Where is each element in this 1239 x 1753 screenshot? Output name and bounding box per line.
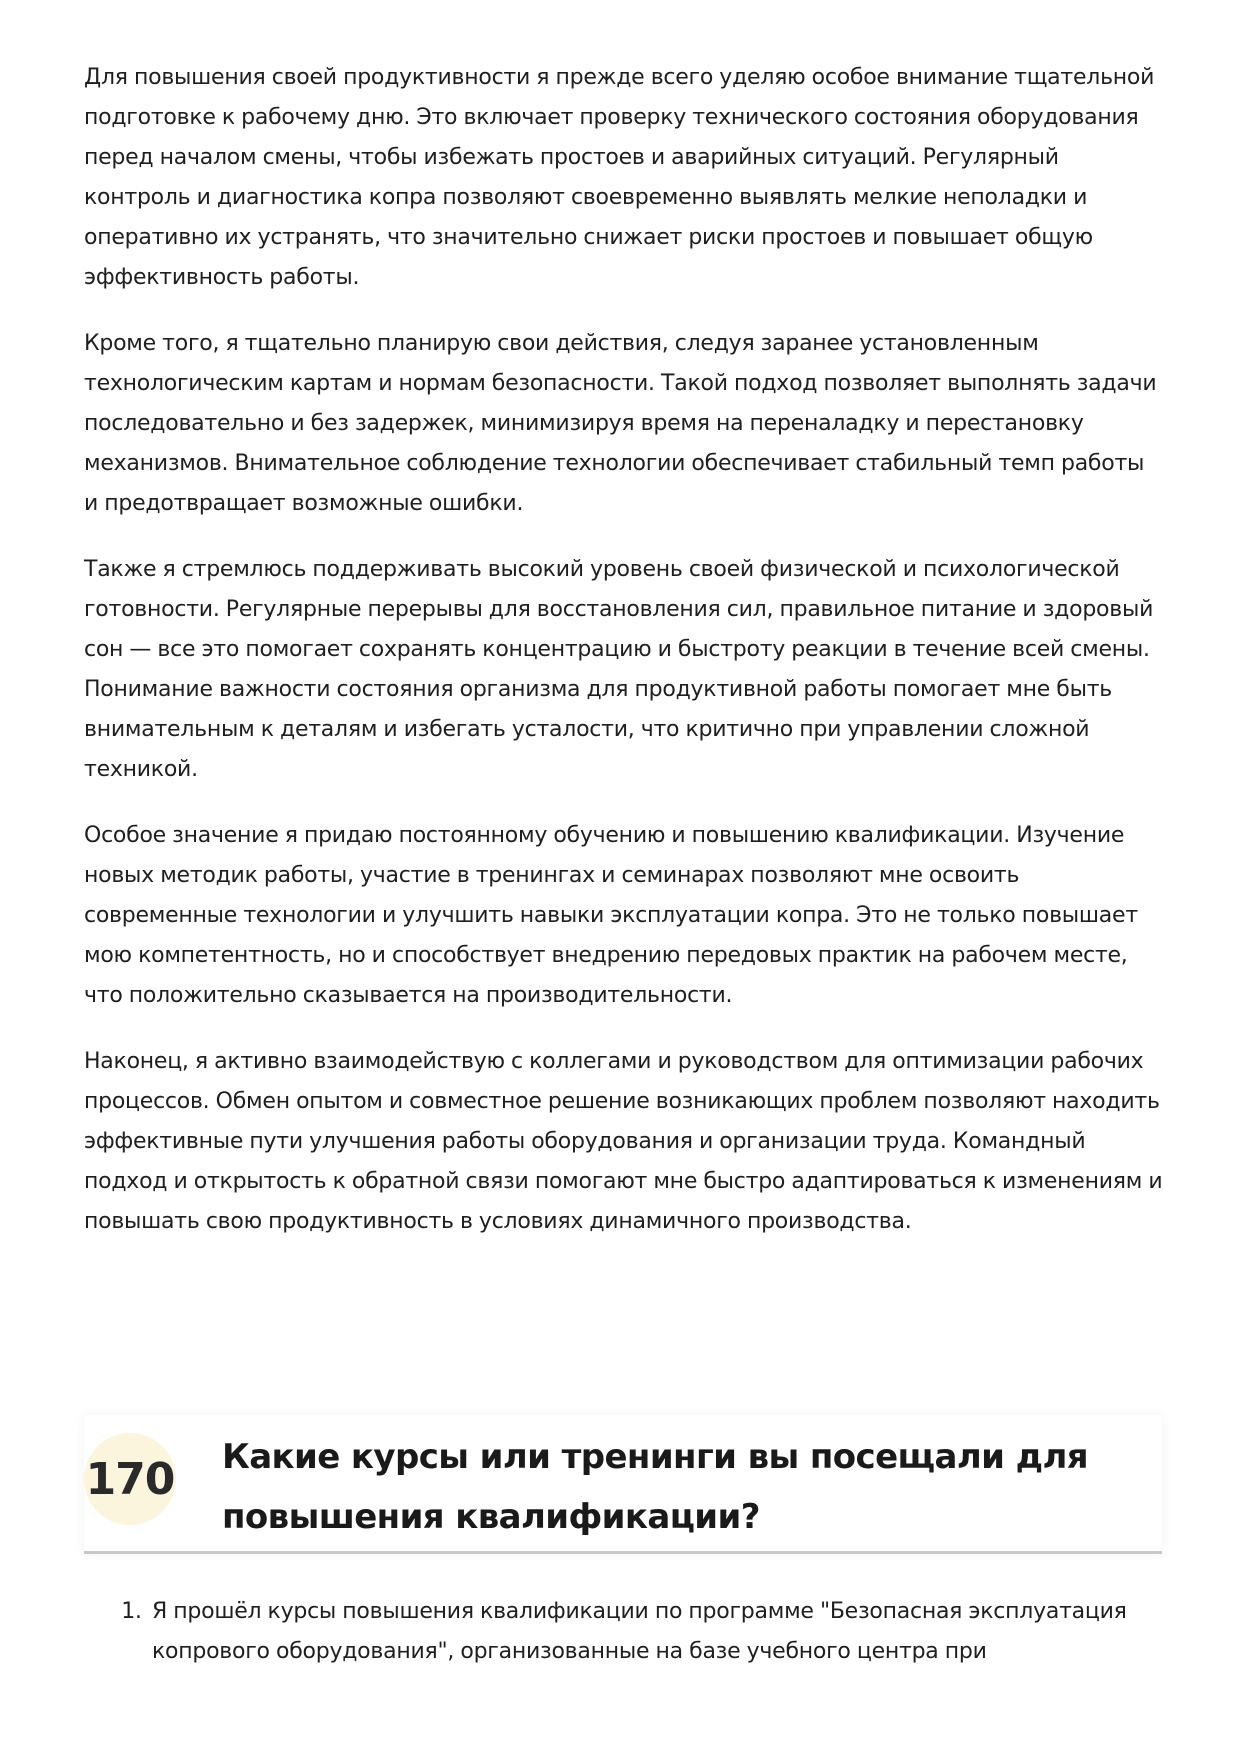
list-item: 1. Я прошёл курсы повышения квалификации по программе "Безопасная эксплуатация копрового оборудования", организованные на базе учебного центра при [148, 1592, 1178, 1672]
paragraph: Для повышения своей продуктивности я прежде всего уделяю особое внимание тщательной подготовке к рабочему дню. Это включает проверку технического состояния оборудования перед началом смены, чтобы избежать простоев и аварийных ситуаций. Регулярный контроль и диагностика копра позволяют своевременно выявлять мелкие неполадки и оперативно их устранять, что значительно снижает риски простоев и повышает общую эффективность работы. [84, 65, 1155, 290]
answer-body [84, 58, 1164, 1268]
paragraph: Наконец, я активно взаимодействую с коллегами и руководством для оптимизации рабочих процессов. Обмен опытом и совместное решение возникающих проблем позволяют находить эффективные пути улучшения работы оборудования и организации труда. Командный подход и открытость к обратной связи помогают мне быстро адаптироваться к изменениям и повышать свою продуктивность в условиях динамичного производства. [84, 1049, 1163, 1234]
question-header [84, 1415, 1162, 1554]
paragraph: Также я стремлюсь поддерживать высокий уровень своей физической и психологической готовности. Регулярные перерывы для восстановления сил, правильное питание и здоровый сон — все это помогает сохранять концентрацию и быстроту реакции в течение всей смены. Понимание важности состояния организма для продуктивной работы помогает мне быть внимательным к деталям и избегать усталости, что критично при управлении сложной техникой. [84, 557, 1154, 782]
paragraph: Кроме того, я тщательно планирую свои действия, следуя заранее установленным технологическим картам и нормам безопасности. Такой подход позволяет выполнять задачи последовательно и без задержек, минимизируя время на переналадку и перестановку механизмов. Внимательное соблюдение технологии обеспечивает стабильный темп работы и предотвращает возможные ошибки. [84, 331, 1157, 516]
paragraph: Особое значение я придаю постоянному обучению и повышению квалификации. Изучение новых методик работы, участие в тренингах и семинарах позволяют мне освоить современные технологии и улучшить навыки эксплуатации копра. Это не только повышает мою компетентность, но и способствует внедрению передовых практик на рабочем месте, что положительно сказывается на производительности. [84, 823, 1138, 1008]
question-title: Какие курсы или тренинги вы посещали для повышения квалификации? [222, 1437, 1089, 1537]
question-number-badge: 170 [84, 1433, 176, 1525]
answer-list [118, 1592, 1178, 1672]
